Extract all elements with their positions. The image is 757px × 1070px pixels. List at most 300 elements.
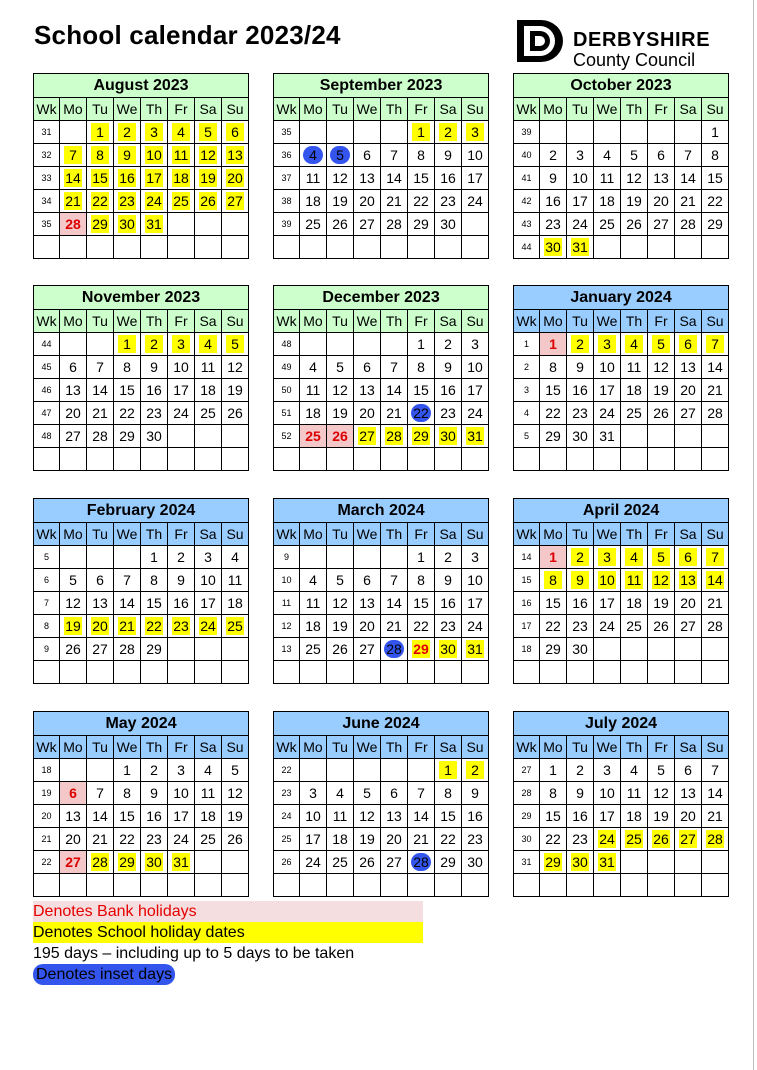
day-number: 10 xyxy=(467,572,483,588)
day-cell xyxy=(60,661,87,684)
day-cell xyxy=(435,333,462,356)
day-cell xyxy=(195,874,222,897)
week-number xyxy=(514,661,540,684)
weekday-header: Fr xyxy=(168,310,195,333)
weekday-header: Fr xyxy=(648,523,675,546)
day-cell xyxy=(60,759,87,782)
week-row xyxy=(34,425,249,448)
day-number xyxy=(304,135,322,137)
day-number: 15 xyxy=(146,595,162,611)
day-number: 5 xyxy=(630,147,638,163)
day-cell xyxy=(60,874,87,897)
day-cell xyxy=(381,592,408,615)
day-cell xyxy=(648,592,675,615)
day-number: 15 xyxy=(545,808,561,824)
day-number: 21 xyxy=(707,595,723,611)
day-number: 28 xyxy=(92,428,108,444)
day-cell xyxy=(327,828,354,851)
day-number: 9 xyxy=(150,785,158,801)
day-number xyxy=(199,675,217,677)
day-number xyxy=(172,675,190,677)
day-number: 15 xyxy=(545,382,561,398)
legend-inset-days: Denotes inset days xyxy=(33,964,175,985)
day-number: 27 xyxy=(653,216,669,232)
day-cell xyxy=(141,379,168,402)
week-number: 14 xyxy=(514,546,540,569)
day-cell xyxy=(594,851,621,874)
day-number xyxy=(598,675,616,677)
day-cell xyxy=(168,167,195,190)
day-cell xyxy=(621,615,648,638)
month-title: June 2024 xyxy=(274,712,489,736)
day-number xyxy=(91,560,109,562)
day-cell xyxy=(114,213,141,236)
day-cell xyxy=(408,828,435,851)
day-cell xyxy=(87,805,114,828)
day-cell xyxy=(675,828,702,851)
day-number: 27 xyxy=(359,216,375,232)
week-number xyxy=(34,661,60,684)
day-number: 2 xyxy=(444,336,452,352)
week-number: 48 xyxy=(274,333,300,356)
day-number: 24 xyxy=(305,854,321,870)
day-number: 3 xyxy=(204,549,212,565)
day-number: 10 xyxy=(467,147,483,163)
week-number: 50 xyxy=(274,379,300,402)
day-number: 29 xyxy=(413,428,429,444)
week-number: 29 xyxy=(514,805,540,828)
day-number: 25 xyxy=(626,405,642,421)
day-cell xyxy=(702,379,729,402)
day-number xyxy=(91,888,109,890)
day-number: 15 xyxy=(92,170,108,186)
day-number: 11 xyxy=(626,572,642,588)
day-cell xyxy=(300,851,327,874)
week-number: 44 xyxy=(34,333,60,356)
day-number: 27 xyxy=(65,428,81,444)
day-cell xyxy=(195,333,222,356)
day-cell xyxy=(354,782,381,805)
day-number: 29 xyxy=(545,428,561,444)
week-row xyxy=(274,828,489,851)
day-number: 20 xyxy=(359,405,375,421)
day-number: 12 xyxy=(653,572,669,588)
day-cell xyxy=(648,144,675,167)
weekday-header: Fr xyxy=(408,310,435,333)
day-number: 11 xyxy=(626,785,642,801)
day-number xyxy=(199,888,217,890)
day-cell xyxy=(648,448,675,471)
day-number xyxy=(385,347,403,349)
day-cell xyxy=(354,379,381,402)
day-cell xyxy=(354,448,381,471)
day-number: 24 xyxy=(599,405,615,421)
day-number: 30 xyxy=(572,641,588,657)
day-number: 29 xyxy=(413,216,429,232)
day-cell xyxy=(60,236,87,259)
day-number: 4 xyxy=(603,147,611,163)
weekday-header: Sa xyxy=(195,736,222,759)
day-number xyxy=(358,462,376,464)
day-number xyxy=(145,888,163,890)
weekday-header: Sa xyxy=(675,98,702,121)
logo-line-2: County Council xyxy=(573,50,696,70)
day-cell xyxy=(114,333,141,356)
day-number: 3 xyxy=(471,336,479,352)
day-cell xyxy=(408,805,435,828)
day-cell xyxy=(141,638,168,661)
day-cell xyxy=(702,851,729,874)
day-cell xyxy=(462,356,489,379)
weekday-header: Th xyxy=(141,736,168,759)
day-number: 17 xyxy=(467,382,483,398)
day-cell xyxy=(462,592,489,615)
day-cell xyxy=(408,782,435,805)
day-cell xyxy=(540,805,567,828)
day-cell xyxy=(327,592,354,615)
week-number: 1 xyxy=(514,333,540,356)
weekday-header: Su xyxy=(462,736,489,759)
day-cell xyxy=(354,615,381,638)
day-number: 20 xyxy=(680,808,696,824)
week-number: 9 xyxy=(34,638,60,661)
weekday-header: Mo xyxy=(60,736,87,759)
day-number: 31 xyxy=(599,854,615,870)
weekday-header: Su xyxy=(702,310,729,333)
day-cell xyxy=(435,805,462,828)
day-cell xyxy=(462,144,489,167)
weekday-header: Sa xyxy=(195,310,222,333)
day-number: 18 xyxy=(626,382,642,398)
day-number xyxy=(412,888,430,890)
day-number: 21 xyxy=(386,405,402,421)
day-cell xyxy=(621,546,648,569)
day-number xyxy=(679,250,697,252)
day-number: 31 xyxy=(173,854,189,870)
week-row xyxy=(274,448,489,471)
week-row xyxy=(514,615,729,638)
day-cell xyxy=(675,379,702,402)
day-number: 6 xyxy=(657,147,665,163)
day-cell xyxy=(381,615,408,638)
day-number: 2 xyxy=(549,147,557,163)
day-number xyxy=(331,675,349,677)
day-number: 19 xyxy=(227,382,243,398)
day-number xyxy=(385,135,403,137)
day-cell xyxy=(594,546,621,569)
day-number: 24 xyxy=(467,193,483,209)
week-number-header: Wk xyxy=(514,736,540,759)
day-number xyxy=(145,675,163,677)
day-cell xyxy=(168,638,195,661)
day-number xyxy=(652,652,670,654)
week-row xyxy=(514,661,729,684)
day-cell xyxy=(114,402,141,425)
day-cell xyxy=(195,805,222,828)
day-number: 21 xyxy=(65,193,81,209)
day-number: 4 xyxy=(231,549,239,565)
day-cell xyxy=(87,592,114,615)
day-cell xyxy=(354,592,381,615)
day-cell xyxy=(540,213,567,236)
day-cell xyxy=(114,144,141,167)
day-cell xyxy=(354,638,381,661)
day-number: 2 xyxy=(576,762,584,778)
day-number: 30 xyxy=(440,216,456,232)
day-cell xyxy=(87,379,114,402)
day-cell xyxy=(222,592,249,615)
day-cell xyxy=(408,615,435,638)
day-cell xyxy=(567,874,594,897)
day-cell xyxy=(540,569,567,592)
day-number: 4 xyxy=(309,359,317,375)
day-cell xyxy=(648,759,675,782)
day-cell xyxy=(435,236,462,259)
week-row xyxy=(514,592,729,615)
day-cell xyxy=(648,546,675,569)
day-number: 12 xyxy=(653,359,669,375)
day-cell xyxy=(354,121,381,144)
day-cell xyxy=(462,448,489,471)
day-number: 7 xyxy=(417,785,425,801)
day-number xyxy=(331,347,349,349)
day-number xyxy=(625,865,643,867)
day-cell xyxy=(327,144,354,167)
day-cell xyxy=(300,615,327,638)
week-row xyxy=(514,402,729,425)
day-number xyxy=(358,250,376,252)
weekday-header: Su xyxy=(462,523,489,546)
day-number: 21 xyxy=(386,618,402,634)
day-number: 5 xyxy=(226,335,244,353)
week-number xyxy=(514,448,540,471)
day-cell xyxy=(141,782,168,805)
day-cell xyxy=(675,661,702,684)
day-number xyxy=(358,888,376,890)
day-number: 9 xyxy=(444,359,452,375)
day-cell xyxy=(648,333,675,356)
weekday-header: Sa xyxy=(195,98,222,121)
day-number xyxy=(706,439,724,441)
day-number: 11 xyxy=(305,595,321,611)
day-number: 24 xyxy=(599,831,615,847)
day-cell xyxy=(567,190,594,213)
day-cell xyxy=(621,425,648,448)
weekday-header: Mo xyxy=(540,310,567,333)
day-cell xyxy=(114,569,141,592)
day-cell xyxy=(141,425,168,448)
day-cell xyxy=(195,448,222,471)
day-cell xyxy=(195,167,222,190)
week-row xyxy=(34,546,249,569)
day-number: 15 xyxy=(413,595,429,611)
week-number: 38 xyxy=(274,190,300,213)
week-number-header: Wk xyxy=(34,523,60,546)
day-cell xyxy=(222,448,249,471)
day-number xyxy=(145,462,163,464)
day-number: 21 xyxy=(92,405,108,421)
weekday-header: Tu xyxy=(567,98,594,121)
day-cell xyxy=(327,213,354,236)
weekday-header: Fr xyxy=(168,736,195,759)
day-number xyxy=(331,560,349,562)
day-number: 15 xyxy=(707,170,723,186)
day-cell xyxy=(594,190,621,213)
day-cell xyxy=(354,851,381,874)
day-number: 8 xyxy=(123,785,131,801)
day-cell xyxy=(141,333,168,356)
week-row xyxy=(34,356,249,379)
weekday-header: Tu xyxy=(87,310,114,333)
day-cell xyxy=(60,167,87,190)
day-number: 10 xyxy=(173,785,189,801)
day-number: 1 xyxy=(412,123,430,141)
day-cell xyxy=(462,190,489,213)
day-number xyxy=(385,560,403,562)
day-number: 10 xyxy=(572,170,588,186)
day-cell xyxy=(168,356,195,379)
day-cell xyxy=(327,661,354,684)
month-calendar xyxy=(513,285,729,471)
day-cell xyxy=(648,661,675,684)
day-number: 26 xyxy=(653,831,669,847)
day-cell xyxy=(87,448,114,471)
weekday-header: Mo xyxy=(60,310,87,333)
day-cell xyxy=(141,874,168,897)
day-cell xyxy=(435,851,462,874)
day-cell xyxy=(594,569,621,592)
week-row xyxy=(514,759,729,782)
day-cell xyxy=(195,236,222,259)
day-cell xyxy=(141,356,168,379)
day-cell xyxy=(114,759,141,782)
day-number: 20 xyxy=(386,831,402,847)
day-cell xyxy=(408,190,435,213)
week-row xyxy=(274,592,489,615)
day-cell xyxy=(462,874,489,897)
day-number: 5 xyxy=(652,335,670,353)
day-cell xyxy=(87,190,114,213)
day-cell xyxy=(540,121,567,144)
month-calendar xyxy=(273,711,489,897)
day-number: 16 xyxy=(467,808,483,824)
day-cell xyxy=(300,569,327,592)
week-number-header: Wk xyxy=(274,736,300,759)
day-cell xyxy=(168,569,195,592)
day-number: 4 xyxy=(630,762,638,778)
day-number: 19 xyxy=(653,595,669,611)
day-number: 22 xyxy=(707,193,723,209)
day-number xyxy=(466,675,484,677)
day-cell xyxy=(87,167,114,190)
weekday-header: Fr xyxy=(648,736,675,759)
day-number: 27 xyxy=(386,854,402,870)
legend-bank-holidays: Denotes Bank holidays xyxy=(33,901,423,922)
day-cell xyxy=(87,851,114,874)
day-number: 9 xyxy=(549,170,557,186)
day-cell xyxy=(540,448,567,471)
week-number: 35 xyxy=(34,213,60,236)
day-number xyxy=(466,250,484,252)
day-cell xyxy=(408,425,435,448)
day-number: 9 xyxy=(576,359,584,375)
weekday-header: Fr xyxy=(168,523,195,546)
day-number: 16 xyxy=(440,595,456,611)
day-number xyxy=(466,888,484,890)
day-number: 13 xyxy=(680,785,696,801)
weekday-header: Tu xyxy=(87,736,114,759)
day-cell xyxy=(195,638,222,661)
day-cell xyxy=(594,425,621,448)
day-cell xyxy=(300,661,327,684)
week-number: 2 xyxy=(514,356,540,379)
day-cell xyxy=(567,448,594,471)
day-cell xyxy=(567,356,594,379)
week-number xyxy=(514,874,540,897)
week-row xyxy=(514,828,729,851)
day-number: 26 xyxy=(65,641,81,657)
day-cell xyxy=(168,236,195,259)
weekday-header: Su xyxy=(702,98,729,121)
week-number: 15 xyxy=(514,569,540,592)
week-row xyxy=(514,546,729,569)
month-title: April 2024 xyxy=(514,499,729,523)
day-number: 22 xyxy=(413,193,429,209)
day-number xyxy=(598,652,616,654)
day-number xyxy=(358,347,376,349)
day-number: 24 xyxy=(146,193,162,209)
day-number xyxy=(64,347,82,349)
day-number xyxy=(571,135,589,137)
day-number: 6 xyxy=(679,335,697,353)
day-number xyxy=(226,250,244,252)
day-number: 7 xyxy=(706,335,724,353)
day-cell xyxy=(702,333,729,356)
week-row xyxy=(34,333,249,356)
week-row xyxy=(514,190,729,213)
week-number: 39 xyxy=(274,213,300,236)
week-row xyxy=(34,379,249,402)
day-cell xyxy=(327,402,354,425)
day-cell xyxy=(435,569,462,592)
day-number: 11 xyxy=(332,808,348,824)
day-number: 25 xyxy=(200,831,216,847)
week-number xyxy=(274,236,300,259)
day-number xyxy=(304,347,322,349)
day-number: 25 xyxy=(305,428,321,444)
day-cell xyxy=(87,213,114,236)
day-cell xyxy=(567,236,594,259)
day-cell xyxy=(300,167,327,190)
day-number xyxy=(118,888,136,890)
weekday-header: We xyxy=(114,310,141,333)
day-cell xyxy=(222,805,249,828)
day-number xyxy=(199,227,217,229)
day-cell xyxy=(300,333,327,356)
day-cell xyxy=(114,167,141,190)
weekday-header: Th xyxy=(381,310,408,333)
day-cell xyxy=(675,615,702,638)
day-number: 8 xyxy=(711,147,719,163)
derbyshire-logo-mark xyxy=(515,18,567,64)
day-number: 23 xyxy=(146,405,162,421)
month-title: August 2023 xyxy=(34,74,249,98)
day-number: 29 xyxy=(92,216,108,232)
day-cell xyxy=(195,546,222,569)
day-number: 28 xyxy=(384,640,404,658)
day-cell xyxy=(462,805,489,828)
week-number: 22 xyxy=(34,851,60,874)
